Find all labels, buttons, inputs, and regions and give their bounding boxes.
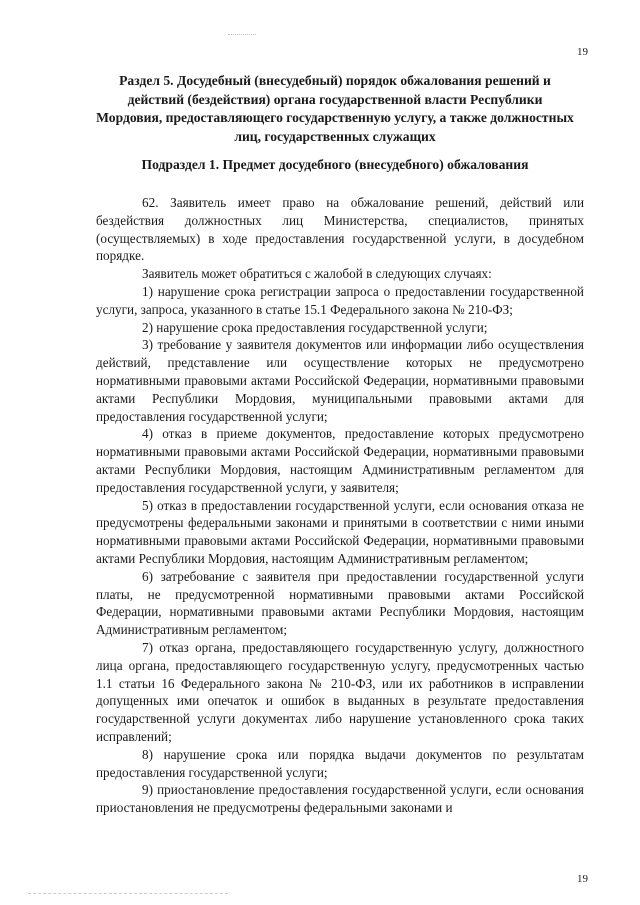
paragraph-62: 62. Заявитель имеет право на обжалование решений, действий или бездействия должностных лиц Министерства, специалистов, принятых (осуществляемых) в ходе предоставления государственной услуги, в досудебном порядке. — [96, 195, 584, 264]
scan-artifact — [228, 34, 256, 35]
subsection-title: Подраздел 1. Предмет досудебного (внесудебного) обжалования — [141, 157, 529, 172]
paragraph-item-1: 1) нарушение срока регистрации запроса о предоставлении государственной услуги, запроса, указанного в статье 15.1 Федерального закона № 210-ФЗ; — [96, 283, 584, 317]
paragraph-item-3: 3) требование у заявителя документов или информации либо осуществления действий, представление или осуществление которых не предусмотрено нормативными правовыми актами Российской Федерации, нормативными правовыми актами Республики Мордовия, муниципальными правовыми актами для предоставления государственной услуги; — [96, 337, 584, 424]
document-body — [96, 194, 584, 817]
paragraph-item-4: 4) отказ в приеме документов, предоставление которых предусмотрено нормативными правовыми актами Российской Федерации, нормативными правовыми актами Республики Мордовия, настоящим Административным регламентом для предоставления государственной услуги, у заявителя; — [96, 426, 584, 495]
paragraph-item-9: 9) приостановление предоставления государственной услуги, если основания приостановления не предусмотрены федеральными законами и — [96, 782, 584, 816]
section-title: Раздел 5. Досудебный (внесудебный) порядок обжалования решений и действий (бездействия) органа государственной власти Республики Мордовия, предоставляющего государственную услугу, а также должностных лиц, государственных служащих — [96, 73, 574, 144]
paragraph-item-5: 5) отказ в предоставлении государственной услуги, если основания отказа не предусмотрены федеральными законами и принятыми в соответствии с ними иными нормативными правовыми актами Российской Федерации, нормативными правовыми актами Республики Мордовия, настоящим Административным регламентом; — [96, 497, 584, 566]
page-number-top: 19 — [577, 46, 588, 58]
paragraph-intro: Заявитель может обратиться с жалобой в следующих случаях: — [142, 266, 492, 282]
paragraph-item-6: 6) затребование с заявителя при предоставлении государственной услуги платы, не предусмотренной нормативными правовыми актами Российской Федерации, нормативными правовыми актами Республики Мордовия, настоящим Административным регламентом; — [96, 568, 584, 638]
scan-artifact-bottom — [28, 893, 228, 894]
paragraph-item-7: 7) отказ органа, предоставляющего государственную услугу, должностного лица органа, предоставляющего государственную услугу, предусмотренных частью 1.1 статьи 16 Федерального закона № 210-ФЗ, или их работников в исправлении допущенных ими опечаток и ошибок в выданных в результате предоставления государственной услуги документах либо нарушение установленного срока таких исправлений; — [96, 639, 584, 744]
page-number-bottom: 19 — [577, 873, 588, 885]
paragraph-item-8: 8) нарушение срока или порядка выдачи документов по результатам предоставления государственной услуги; — [96, 746, 584, 780]
paragraph-item-2: 2) нарушение срока предоставления государственной услуги; — [142, 319, 488, 335]
